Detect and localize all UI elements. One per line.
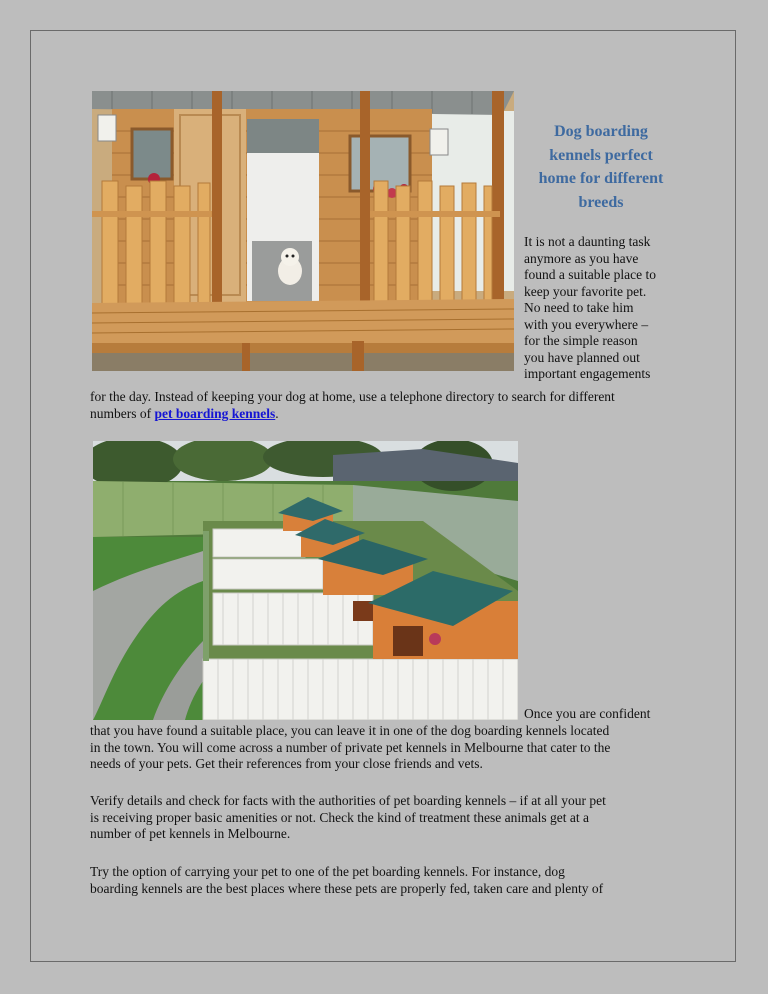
- text-span: numbers of: [90, 405, 155, 421]
- paragraph-4: [90, 864, 603, 897]
- title-line: kennels perfect: [549, 146, 653, 164]
- text-line: [90, 406, 615, 423]
- text-line: anymore as you have: [524, 250, 639, 266]
- text-line: is receiving proper basic amenities or not. Check the kind of treatment these animals get at a: [90, 809, 589, 825]
- text-line: with you everywhere –: [524, 316, 649, 332]
- text-line: Try the option of carrying your pet to one of the pet boarding kennels. For instance, dog: [90, 864, 565, 879]
- paragraph-3: [90, 793, 606, 843]
- text-line: Verify details and check for facts with the authorities of pet boarding kennels – if at all your pet: [90, 793, 606, 808]
- text-line: It is not a daunting task: [524, 234, 651, 249]
- text-line: for the simple reason: [524, 333, 638, 348]
- intro-continuation: [90, 389, 615, 422]
- text-span: .: [275, 405, 279, 421]
- title-line: Dog boarding: [554, 123, 648, 140]
- para2-lead: Once you are confident: [524, 706, 651, 721]
- title-line: home for different: [538, 170, 664, 187]
- text-line: for the day. Instead of keeping your dog at home, use a telephone directory to search for different: [90, 389, 615, 404]
- text-line: in the town. You will come across a number of private pet kennels in Melbourne that cater to the: [90, 739, 611, 755]
- title-line: breeds: [578, 193, 624, 211]
- article-title: [524, 120, 678, 214]
- text-line: important engagements: [524, 366, 651, 381]
- text-line: you have planned out: [524, 349, 640, 365]
- text-line: boarding kennels are the best places where these pets are properly fed, taken care and plenty of: [90, 880, 604, 896]
- text-line: that you have found a suitable place, you can leave it in one of the dog boarding kennels located: [90, 723, 610, 738]
- text-line: needs of your pets. Get their references from your close friends and vets.: [90, 756, 483, 771]
- kennel-yards-photo: [93, 441, 518, 720]
- kennel-porch-photo: [92, 91, 514, 371]
- text-line: keep your favorite pet.: [524, 283, 647, 299]
- text-line: found a suitable place to: [524, 267, 656, 282]
- text-line: number of pet kennels in Melbourne.: [90, 826, 291, 841]
- pet-boarding-kennels-link[interactable]: pet boarding kennels: [154, 405, 276, 421]
- intro-paragraph: [524, 234, 656, 383]
- paragraph-2: [90, 723, 610, 773]
- text-line: No need to take him: [524, 300, 634, 315]
